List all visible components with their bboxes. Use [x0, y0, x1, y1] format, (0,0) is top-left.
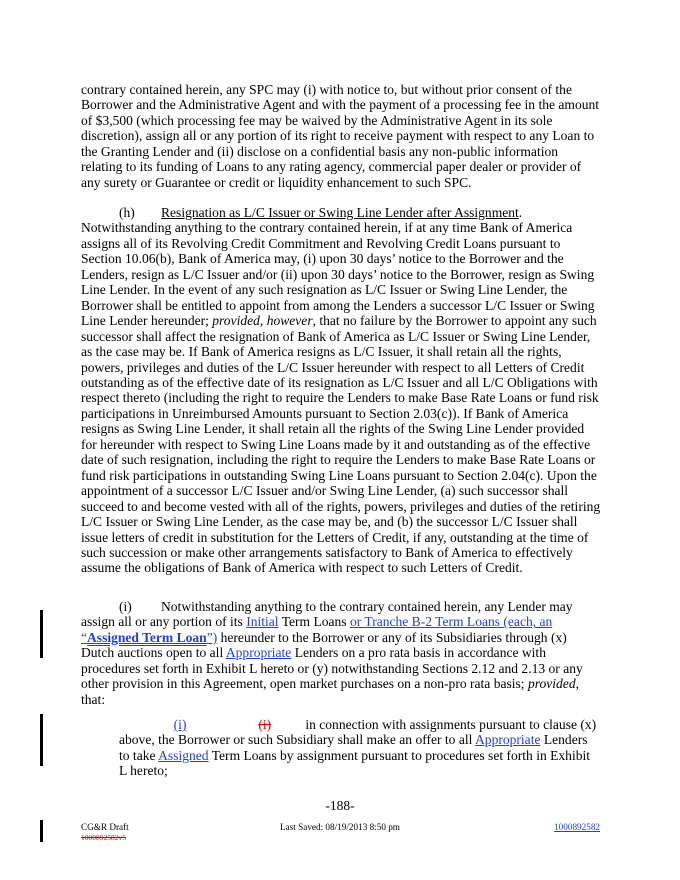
- inserted-appropriate: Appropriate: [475, 732, 541, 748]
- section-h-heading: Resignation as L/C Issuer or Swing Line Lender after Assignment: [161, 205, 519, 220]
- footer-draft-label: CG&R Draft: [81, 822, 129, 832]
- section-i-label: (i): [119, 599, 132, 614]
- section-i-text: hereunder to the Borrower or any of its Subsidiaries through (x) Dutch auctions open to all: [81, 629, 567, 661]
- deleted-clause-number: (i): [258, 717, 272, 732]
- section-i: [81, 599, 601, 707]
- section-i-text: Term Loans: [278, 614, 350, 630]
- section-h-label: (h): [119, 205, 135, 220]
- section-i-text: Lenders on a pro rata basis in accordance with procedures set forth in Exhibit L hereto or (y) notwithstanding Sections 2.12 and 2.13 or any other provision in this Agreement, open market purchases on a non-pro rata basis;: [81, 645, 583, 692]
- provided-term: provided: [527, 676, 576, 692]
- footer-deleted-docid: 1000892582v5: [81, 832, 126, 842]
- section-h: [81, 205, 601, 576]
- inserted-assigned: Assigned: [158, 747, 209, 763]
- change-bar: [40, 610, 43, 658]
- inserted-initial: Initial: [246, 614, 279, 630]
- section-i-text: , that:: [81, 676, 579, 707]
- subclause-text: Lenders to take: [119, 732, 588, 763]
- page-number: -188-: [325, 798, 355, 813]
- subclause-text: in connection with assignments pursuant to clause (x): [305, 717, 597, 732]
- section-h-text-2: , that no failure by the Borrower to appoint any such successor shall affect the resignation of Bank of America as L/C Issuer or Swing Line Lender, as the case may be. If Bank of America resigns as L/C Issuer, it shall retain all the rights, powers, privileges and duties of the L/C Issuer hereunder with respect to all Letters of Credit outstanding as of the effective date of its resignation as L/C Issuer and all L/C Obligations with respect thereto (including the right to require the Lenders to make Base Rate Loans or fund risk participations in Unreimbursed Amounts pursuant to Section 2.03(c)). If Bank of America resigns as Swing Line Lender, it shall retain all the rights of the Swing Line Lender provided for hereunder with respect to Swing Line Loans made by it and outstanding as of the effective date of such resignation, including the right to require the Lenders to make Base Rate Loans or fund risk participations in outstanding Swing Line Loans pursuant to Section 2.04(c). Upon the appointment of a successor L/C Issuer and/or Swing Line Lender, (a) such successor shall succeed to and become vested with all of the rights, powers, privileges and duties of the retiring L/C Issuer or Swing Line Lender, as the case may be, and (b) the successor L/C Issuer shall issue letters of credit in substitution for the Letters of Credit, if any, outstanding at the time of such succession or make other arrangements satisfactory to Bank of America to effectively assume the obligations of Bank of America with respect to such Letters of Credit.: [81, 313, 601, 576]
- provided-term: provided: [212, 313, 260, 329]
- paragraph-g-continuation: [81, 82, 601, 190]
- footer-right: [554, 822, 600, 833]
- subclause-body: [119, 732, 599, 778]
- inserted-clause-number: (i): [173, 717, 187, 732]
- paragraph-g-text: contrary contained herein, any SPC may (i) with notice to, but without prior consent of the Borrower and the Administrative Agent and with the payment of a processing fee in the amount of $3,500 (which processing fee may be waived by the Administrative Agent in its sole discretion), assign all or any portion of its right to receive payment with respect to any Loan to the Granting Lender and (ii) disclose on a confidential basis any non-public information relating to its funding of Loans to any rating agency, commercial paper dealer or provider of any surety or Guarantee or credit or liquidity enhancement to such SPC.: [81, 82, 600, 190]
- inserted-appropriate: Appropriate: [225, 645, 292, 661]
- inserted-tranche-b2: or Tranche B-2 Term Loans (each, an “: [81, 614, 553, 645]
- footer-docid: 1000892582: [554, 822, 600, 832]
- section-i-text: Notwithstanding anything to the contrary contained herein, any Lender may assign all or any portion of its: [81, 599, 573, 630]
- comma: ,: [259, 313, 267, 329]
- inserted-assigned-term-loan-definition: Assigned Term Loan: [87, 629, 207, 645]
- however-term: however: [266, 313, 313, 329]
- change-bar: [40, 714, 43, 766]
- section-h-text-1: . Notwithstanding anything to the contrary contained herein, if at any time Bank of America assigns all of its Revolving Credit Commitment and Revolving Credit Loans pursuant to Section 10.06(b), Bank of America may, (i) upon 30 days’ notice to the Borrower and the Lenders, resign as L/C Issuer and/or (ii) upon 30 days’ notice to the Borrower, resign as Swing Line Lender. In the event of any such resignation as L/C Issuer or Swing Line Lender, the Borrower shall be entitled to appoint from among the Lenders a successor L/C Issuer or Swing Line Lender hereunder;: [81, 205, 595, 329]
- subclause-i: [119, 717, 599, 779]
- subclause-text-tail: above, the Borrower or such Subsidiary shall make an offer to all: [119, 732, 476, 748]
- inserted-close-quote: ”): [206, 629, 218, 645]
- footer-last-saved: Last Saved: 08/19/2013 8:50 pm: [280, 822, 400, 832]
- subclause-text: Term Loans by assignment pursuant to procedures set forth in Exhibit L hereto;: [119, 747, 591, 779]
